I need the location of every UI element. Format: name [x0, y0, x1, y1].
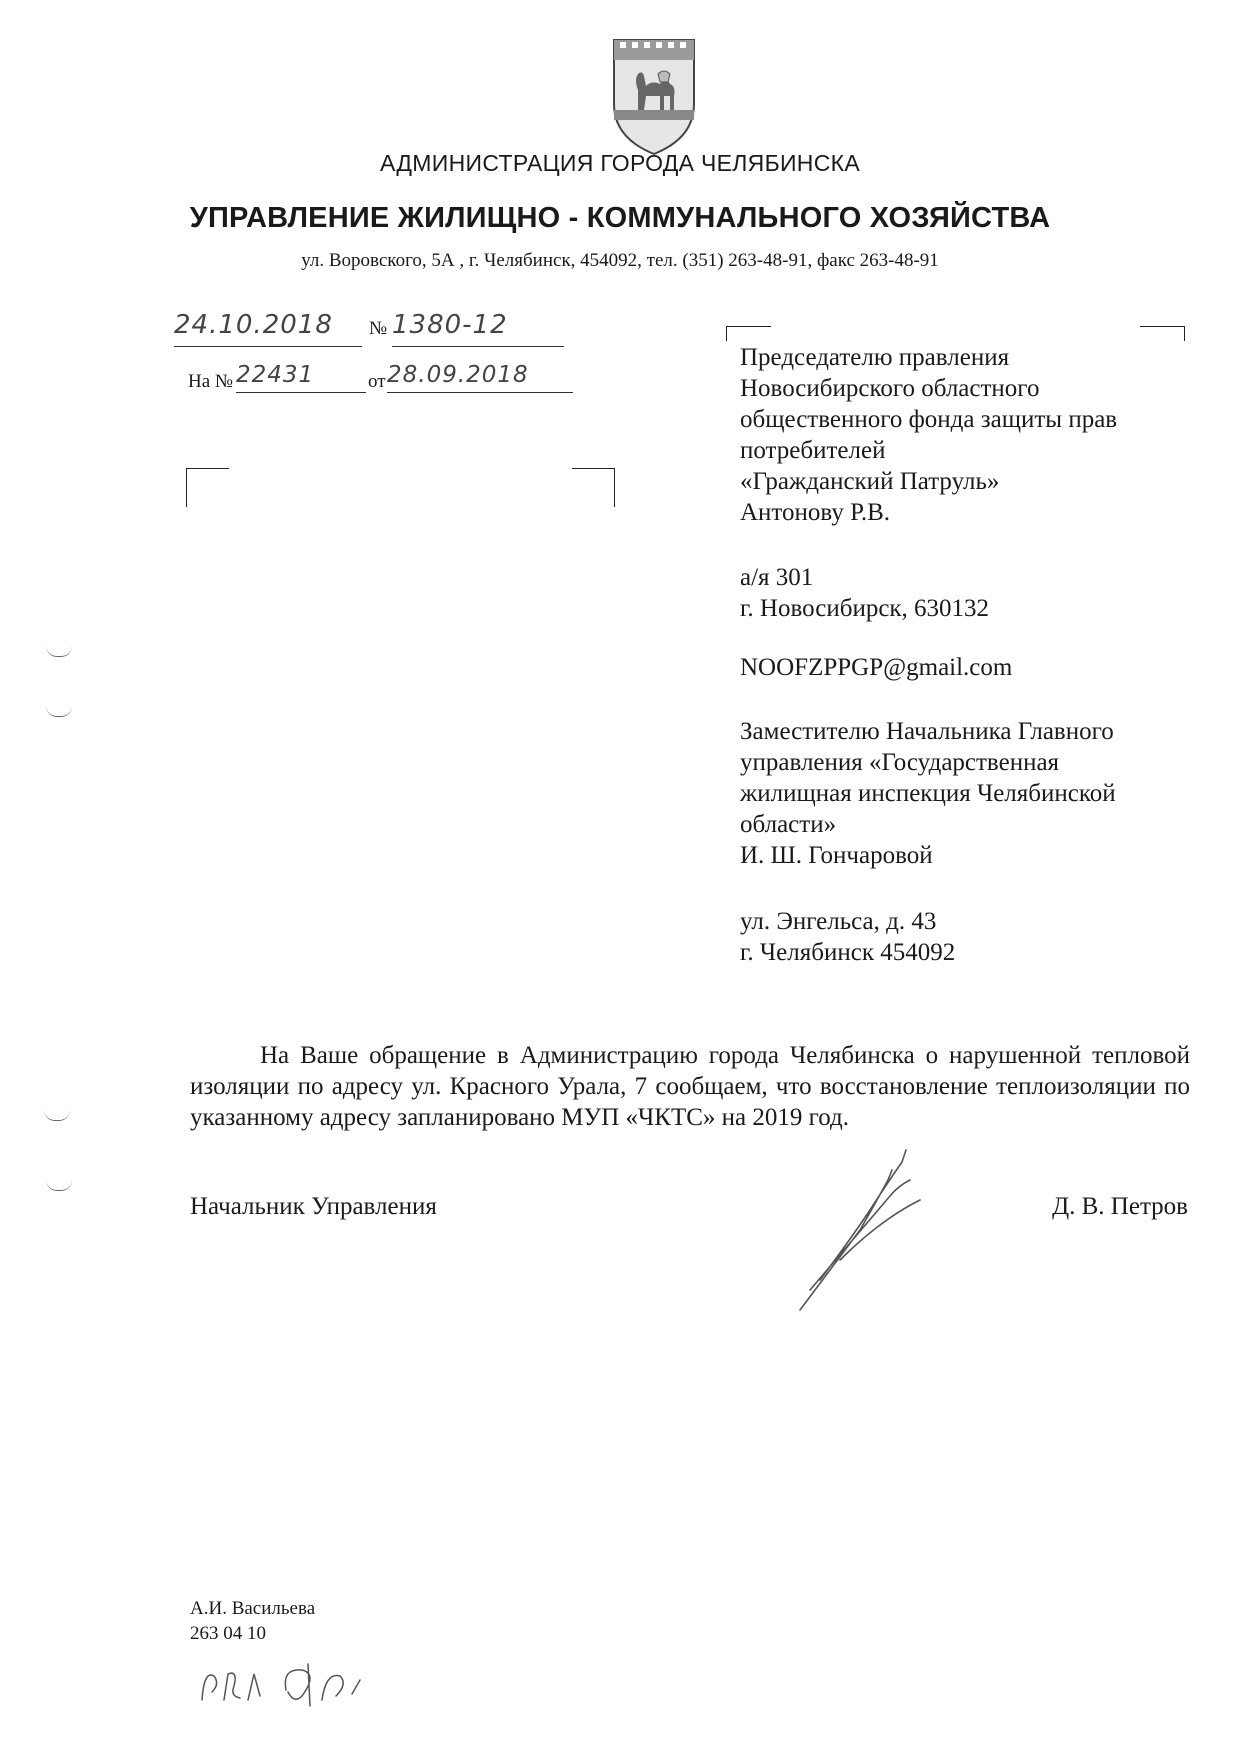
- margin-mark: [46, 706, 72, 717]
- recipient-first: [740, 342, 1117, 528]
- left-field-corner-top-right: [572, 468, 615, 507]
- recipient-first-line: «Гражданский Патруль»: [740, 468, 1000, 495]
- handwritten-signature: [780, 1140, 970, 1320]
- recipient-second-line: жилищная инспекция Челябинской: [740, 780, 1116, 807]
- margin-mark: [46, 646, 72, 657]
- left-field-corner-top-left: [186, 468, 229, 507]
- recipient-first-address-line: г. Новосибирск, 630132: [740, 595, 990, 622]
- letter-body-text: На Ваше обращение в Администрацию города Челябинска о нарушенной тепловой изоляции по адресу ул. Красного Урала, 7 сообщаем, что восстановление теплоизоляции по указанному адресу запланировано МУП «ЧКТС» на 2019 год.: [190, 1042, 1190, 1131]
- incoming-number: 22431: [236, 362, 366, 393]
- executor-phone: 263 04 10: [190, 1623, 266, 1644]
- incoming-date-label: от: [368, 371, 386, 392]
- outgoing-number-label: №: [369, 318, 388, 339]
- recipient-second-line: И. Ш. Гончаровой: [740, 842, 933, 869]
- recipient-first-line: Новосибирского областного: [740, 375, 1040, 402]
- department-title: УПРАВЛЕНИЕ ЖИЛИЩНО - КОММУНАЛЬНОГО ХОЗЯЙСТВА: [189, 202, 1051, 234]
- recipient-first-email: NOOFZPPGP@gmail.com: [740, 654, 1013, 681]
- incoming-number-label: На №: [188, 371, 234, 392]
- margin-mark: [44, 1110, 70, 1121]
- recipient-first-line: Антонову Р.В.: [740, 499, 891, 526]
- city-emblem-icon: [608, 30, 700, 158]
- department-address: ул. Воровского, 5А , г. Челябинск, 454092, тел. (351) 263-48-91, факс 263-48-91: [301, 250, 939, 271]
- recipient-second-address-line: ул. Энгельса, д. 43: [740, 908, 937, 935]
- address-corner-top-left: [726, 326, 771, 341]
- incoming-date: 28.09.2018: [387, 362, 573, 393]
- recipient-first-line: Председателю правления: [740, 344, 1010, 371]
- recipient-second-address: [740, 906, 955, 968]
- executor-name: А.И. Васильева: [190, 1598, 316, 1619]
- recipient-first-address: [740, 562, 989, 624]
- recipient-second: [740, 716, 1116, 871]
- recipient-first-line: потребителей: [740, 437, 886, 464]
- handwritten-initials: [190, 1640, 410, 1712]
- recipient-second-line: управления «Государственная: [740, 749, 1060, 776]
- recipient-first-address-line: а/я 301: [740, 564, 814, 591]
- outgoing-date: 24.10.2018: [174, 310, 362, 347]
- recipient-second-line: Заместителю Начальника Главного: [740, 718, 1114, 745]
- address-corner-top-right: [1140, 326, 1185, 341]
- recipient-second-address-line: г. Челябинск 454092: [740, 939, 956, 966]
- outgoing-number: 1380-12: [392, 310, 564, 347]
- margin-mark: [46, 1180, 72, 1191]
- administration-title: АДМИНИСТРАЦИЯ ГОРОДА ЧЕЛЯБИНСКА: [380, 150, 860, 176]
- signatory-name: Д. В. Петров: [1052, 1193, 1188, 1220]
- recipient-second-line: области»: [740, 811, 837, 838]
- letter-body: [190, 1040, 1190, 1133]
- signatory-title: Начальник Управления: [190, 1193, 437, 1220]
- recipient-first-line: общественного фонда защиты прав: [740, 406, 1118, 433]
